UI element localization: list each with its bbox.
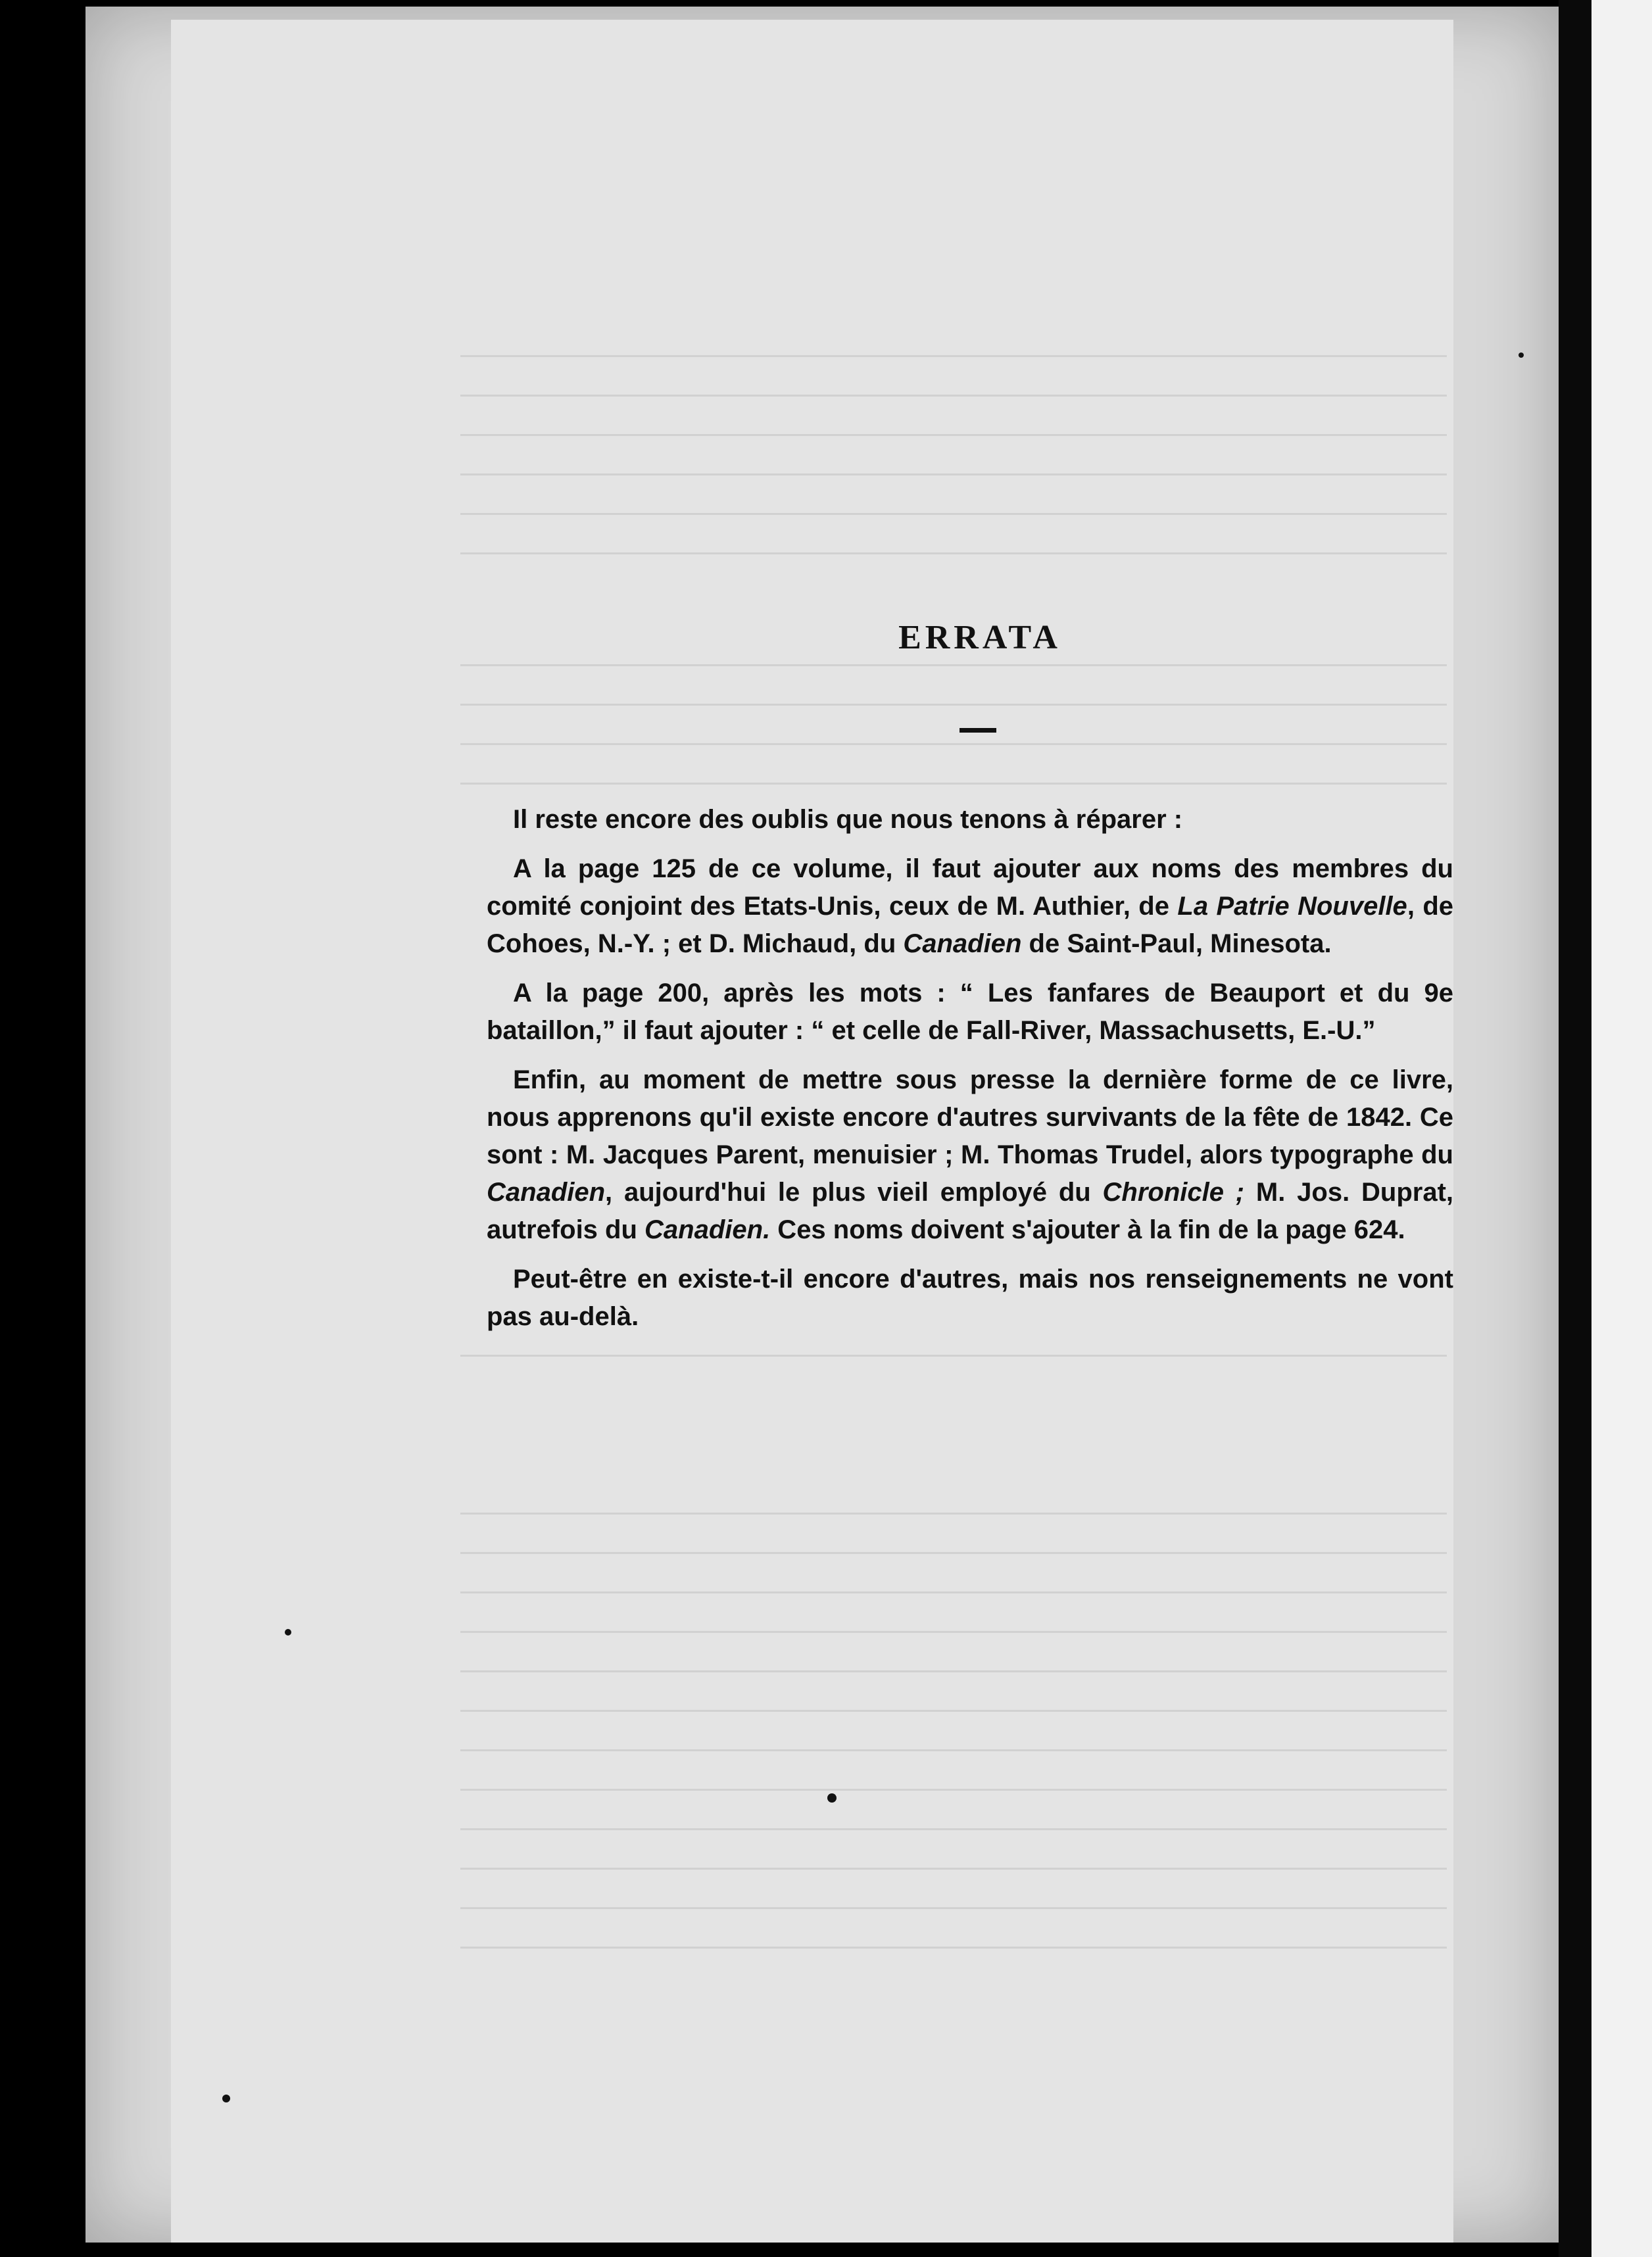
bleed-line <box>460 513 1447 515</box>
bleed-line <box>460 1828 1447 1830</box>
erratum-text: Ces noms doivent s'ajouter à la fin de la page 624. <box>770 1215 1405 1244</box>
bleed-line <box>460 473 1447 475</box>
bleed-line <box>460 1907 1447 1909</box>
ink-speck <box>222 2095 230 2102</box>
bleed-line <box>460 355 1447 357</box>
closing-paragraph: Peut-être en existe-t-il encore d'autres, mais nos renseignements ne vont pas au-delà. <box>487 1265 1453 1331</box>
newspaper-title: Chronicle ; <box>1102 1178 1245 1207</box>
erratum-text: , aujourd'hui le plus vieil employé du <box>605 1178 1103 1207</box>
newspaper-title: La Patrie Nouvelle <box>1177 892 1407 921</box>
erratum-survivors <box>487 1061 1453 1249</box>
bleed-line <box>460 552 1447 554</box>
erratum-page-125 <box>487 850 1453 963</box>
erratum-text: de Saint-Paul, Minesota. <box>1021 929 1332 958</box>
bleed-line <box>460 1749 1447 1751</box>
erratum-text: Enfin, au moment de mettre sous presse la dernière forme de ce livre, nous apprenons qu'il existe encore d'autres survivants de la fête de 1842. Ce sont : M. Jacques Parent, menuisier ; M. Thomas Trudel, alors typographe du <box>487 1065 1453 1169</box>
bleed-line <box>460 1670 1447 1672</box>
ink-speck <box>1518 352 1524 358</box>
bleed-line <box>460 434 1447 436</box>
bleed-line <box>460 395 1447 397</box>
bleed-line <box>460 1789 1447 1791</box>
bleed-line <box>460 1355 1447 1357</box>
newspaper-title: Canadien. <box>644 1215 771 1244</box>
bleed-line <box>460 1868 1447 1870</box>
intro-paragraph: Il reste encore des oublis que nous tenons à réparer : <box>513 805 1183 834</box>
bleed-line <box>460 1710 1447 1712</box>
page-title: ERRATA <box>898 619 1061 656</box>
errata-content <box>487 618 1453 1336</box>
binding-shadow <box>1559 0 1591 2257</box>
ink-speck <box>827 1793 837 1803</box>
newspaper-title: Canadien <box>487 1178 606 1207</box>
newspaper-title: Canadien <box>903 929 1022 958</box>
erratum-text: , de Cohoes, N.-Y. ; et D. Michaud, du <box>487 892 1454 958</box>
erratum-page-200: A la page 200, après les mots : “ Les fanfares de Beauport et du 9e bataillon,” il faut ajouter : “ et celle de Fall-River, Massachusetts, E.-U.” <box>487 979 1453 1045</box>
ink-speck <box>285 1629 291 1636</box>
erratum-text: A la page 125 de ce volume, il faut ajouter aux noms des membres du comité conjoint des Etats-Unis, ceux de M. Authier, de <box>487 854 1453 921</box>
bleed-line <box>460 1513 1447 1515</box>
bleed-line <box>460 1947 1447 1949</box>
erratum-text: M. Jos. Duprat, autrefois du <box>487 1178 1454 1244</box>
title-rule <box>960 728 996 733</box>
bleed-line <box>460 1552 1447 1554</box>
bleed-line <box>460 1591 1447 1593</box>
next-page-edge <box>1591 0 1652 2257</box>
bleed-line <box>460 1631 1447 1633</box>
